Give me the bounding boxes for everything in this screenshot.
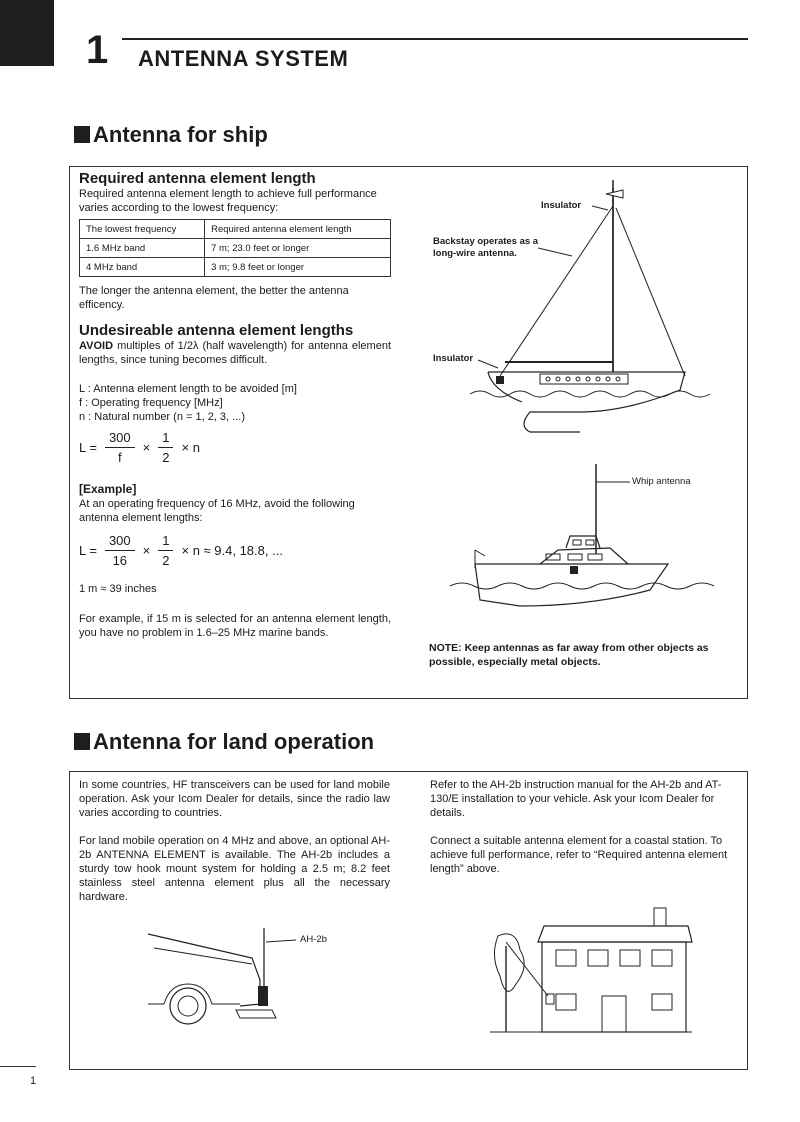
definition-item: f : Operating frequency [MHz] bbox=[79, 397, 223, 409]
denominator: 2 bbox=[162, 450, 170, 465]
example-text: At an operating frequency of 16 MHz, avoid the following antenna element lengths: bbox=[79, 498, 355, 524]
numerator: 1 bbox=[158, 533, 173, 551]
land-left-p2: For land mobile operation on 4 MHz and above, an optional AH-2b ANTENNA ELEMENT is available. The AH-2b includes a sturdy tow hook mount system for holding a 2.5 m; 8.2 feet stainless steel antenna element plus all the necessary hardware. bbox=[79, 835, 390, 903]
fraction bbox=[158, 533, 173, 568]
label-backstay: Backstay operates as a long-wire antenna. bbox=[433, 236, 539, 259]
label-whip: Whip antenna bbox=[632, 476, 691, 487]
footer-rule bbox=[0, 1066, 36, 1067]
ship-note: NOTE: Keep antennas as far away from other objects as possible, especially metal objects. bbox=[429, 642, 709, 668]
table-row bbox=[80, 258, 391, 277]
formula-tail: × n ≈ 9.4, 18.8, ... bbox=[181, 543, 283, 558]
chapter-number: 1 bbox=[86, 28, 109, 72]
section-heading-ship bbox=[74, 122, 268, 148]
land-right-p2: Connect a suitable antenna element for a coastal station. To achieve full performance, refer to “Required antenna element length” above. bbox=[430, 835, 728, 875]
chapter-tab bbox=[0, 0, 54, 66]
table-cell: 1.6 MHz band bbox=[80, 239, 205, 258]
table-header: Required antenna element length bbox=[205, 220, 391, 239]
land-right-p1: Refer to the AH-2b instruction manual for the AH-2b and AT-130/E installation to your vehicle. Ask your Icom Dealer for details. bbox=[430, 779, 722, 819]
heading-square-icon bbox=[74, 733, 90, 750]
definition-list bbox=[79, 382, 297, 424]
required-table bbox=[79, 219, 391, 277]
times-sign: × bbox=[142, 543, 151, 558]
times-sign: × bbox=[142, 440, 151, 455]
section-heading-land bbox=[74, 729, 374, 755]
definition-item: n : Natural number (n = 1, 2, 3, ...) bbox=[79, 411, 245, 423]
fraction bbox=[158, 430, 173, 465]
label-insulator-bottom: Insulator bbox=[433, 353, 474, 364]
fraction bbox=[105, 533, 135, 568]
sailboat-illustration bbox=[430, 180, 730, 440]
definition-item: L : Antenna element length to be avoided [m] bbox=[79, 383, 297, 395]
undesirable-title: Undesireable antenna element lengths bbox=[79, 322, 354, 339]
formula-lhs: L = bbox=[79, 543, 97, 558]
table-row bbox=[80, 239, 391, 258]
formula-example bbox=[79, 533, 283, 568]
page-number: 1 bbox=[30, 1075, 37, 1087]
required-intro: Required antenna element length to achieve full performance varies according to the lowest frequency: bbox=[79, 188, 377, 214]
required-title: Required antenna element length bbox=[79, 170, 316, 187]
avoid-paragraph bbox=[79, 339, 391, 367]
land-left-p1: In some countries, HF transceivers can be used for land mobile operation. Ask your Icom Dealer for details, since the radio law varies according to countries. bbox=[79, 779, 390, 819]
avoid-word: AVOID bbox=[79, 340, 114, 352]
car-illustration bbox=[140, 924, 310, 1034]
formula-tail: × n bbox=[181, 440, 200, 455]
label-ah2b: AH-2b bbox=[300, 934, 327, 945]
avoid-text: multiples of 1/2λ (half wavelength) for antenna element lengths, since tuning becomes difficult. bbox=[79, 340, 391, 366]
heading-square-icon bbox=[74, 126, 90, 143]
table-header-row bbox=[80, 220, 391, 239]
chapter-rule bbox=[122, 38, 748, 40]
numerator: 300 bbox=[105, 533, 135, 551]
table-cell: 4 MHz band bbox=[80, 258, 205, 277]
denominator: 16 bbox=[112, 553, 128, 568]
table-cell: 3 m; 9.8 feet or longer bbox=[205, 258, 391, 277]
table-cell: 7 m; 23.0 feet or longer bbox=[205, 239, 391, 258]
required-after: The longer the antenna element, the better the antenna efficency. bbox=[79, 285, 349, 311]
example-title: [Example] bbox=[79, 482, 137, 496]
denominator: 2 bbox=[162, 553, 170, 568]
example-note: For example, if 15 m is selected for an antenna element length, you have no problem in 1.6–25 MHz marine bands. bbox=[79, 613, 391, 639]
chapter-title: ANTENNA SYSTEM bbox=[138, 46, 349, 71]
numerator: 1 bbox=[158, 430, 173, 448]
formula-general bbox=[79, 430, 200, 465]
conversion: 1 m ≈ 39 inches bbox=[79, 583, 157, 595]
fraction bbox=[105, 430, 135, 465]
section-heading-land-text: Antenna for land operation bbox=[93, 729, 375, 754]
numerator: 300 bbox=[105, 430, 135, 448]
section-heading-ship-text: Antenna for ship bbox=[93, 122, 268, 147]
formula-lhs: L = bbox=[79, 440, 97, 455]
label-insulator-top: Insulator bbox=[541, 200, 582, 211]
house-illustration bbox=[486, 906, 696, 1036]
table-header: The lowest frequency bbox=[80, 220, 205, 239]
denominator: f bbox=[117, 450, 122, 465]
